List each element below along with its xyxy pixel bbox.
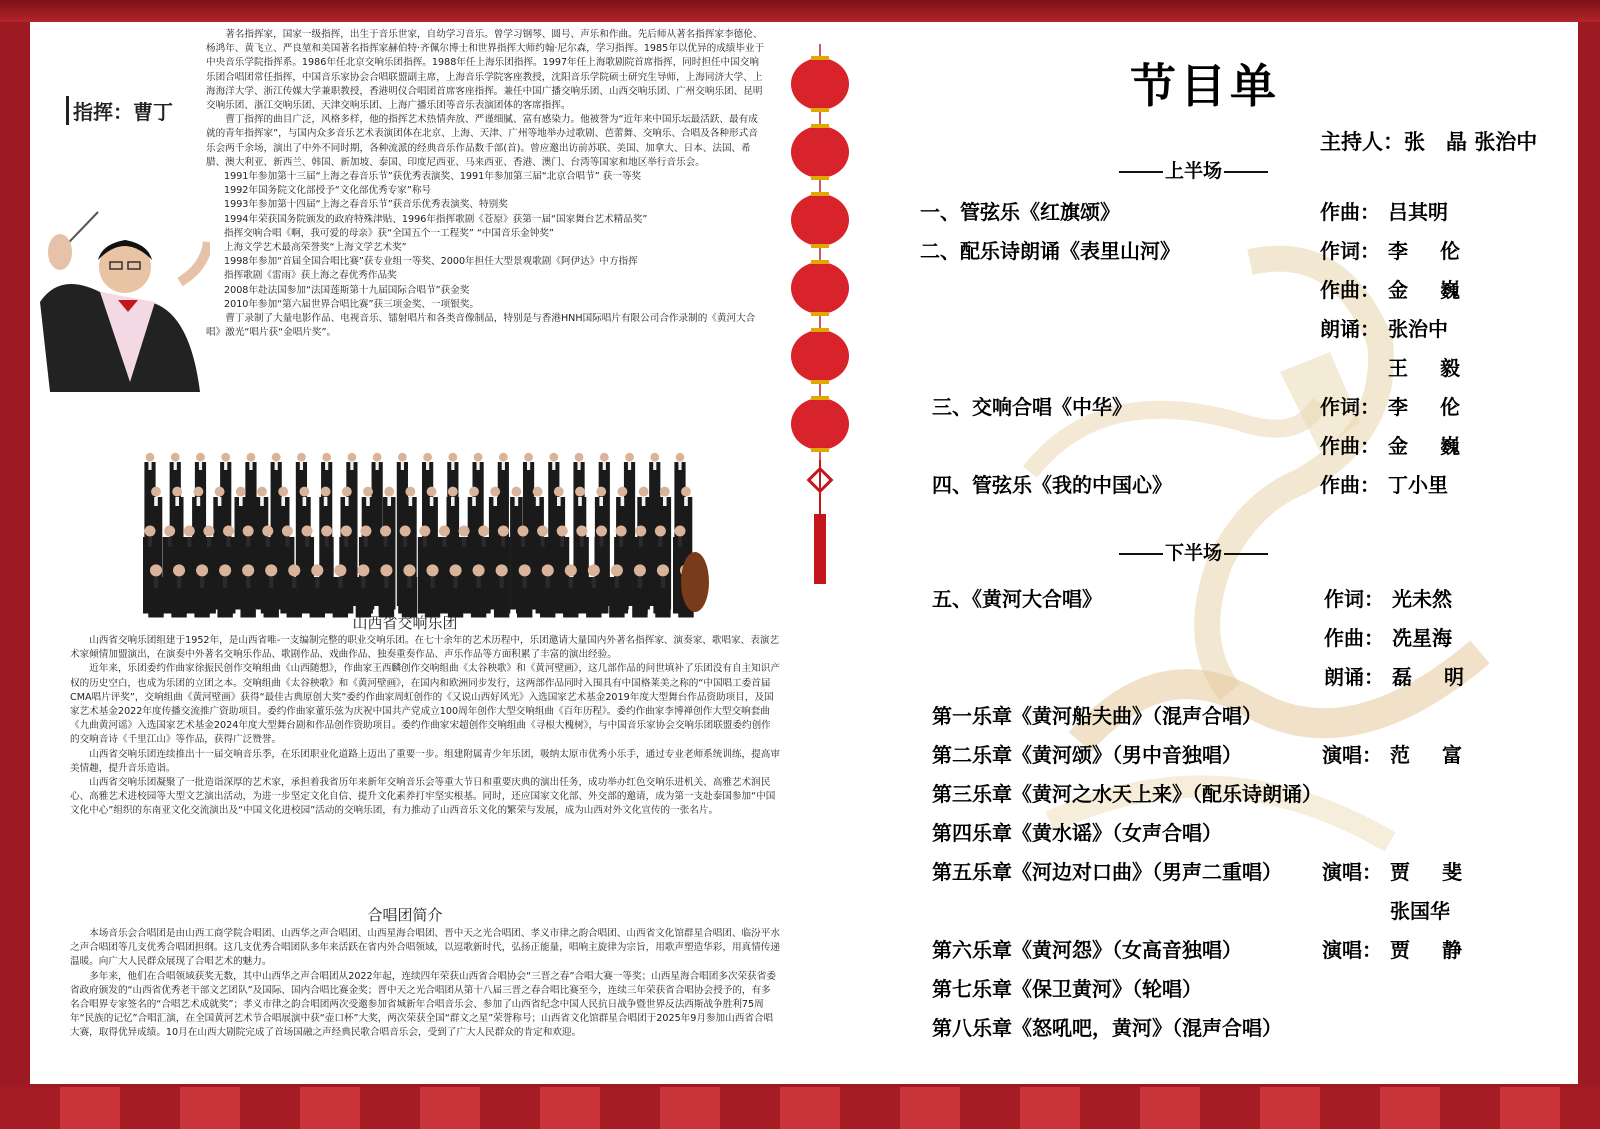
first-half-label: 上半场 <box>1165 160 1223 182</box>
credit-role: 作曲： <box>1320 278 1380 302</box>
credit-role: 作词： <box>1320 395 1380 419</box>
hosts-line <box>1320 126 1537 156</box>
program-item: 一、管弦乐《红旗颂》 <box>920 200 1120 224</box>
bottom-border <box>0 1087 1600 1129</box>
credit-line <box>1324 622 1452 651</box>
credit-name: 王毅 <box>1388 356 1460 380</box>
credit-name: 吕其明 <box>1388 200 1448 224</box>
program-item: 五、《黄河大合唱》 <box>932 587 1102 611</box>
orchestra-paragraph: 近年来，乐团委约作曲家徐振民创作交响组曲《山西随想》，作曲家王西麟创作交响组曲《太谷秧歌》和《黄河壁画》，这几部作品的问世填补了乐团没有自主知识产权的历史空白，也成为乐团的立团之本。交响组曲《太谷秧歌》和《黄河壁画》，在国内和欧洲同步发行，这两部作品同时入围具有中国格莱美之称的“中国唱工委首届CMA唱片评奖”，交响组曲《黄河壁画》获得“最佳古典原创大奖”委约作曲家周虹创作的《又说山西好风光》入选国家艺术基金2019年度大型舞台作品资助项目，及国家艺术基金2022年度传播交流推广资助项目。委约作曲家董乐弦为庆祝中国共产党成立100周年创作大型交响组曲《百年历程》。委约作曲家李博禅创作大型交响套曲《九曲黄河谣》入选国家艺术基金2024年度大型舞台剧和作品创作资助项目。委约作曲家宋超创作交响组曲《寻根大槐树》，与中国音乐家协会交响乐团联盟委约创作的交响音诗《千里江山》等作品，获得广泛赞誉。 <box>70 663 780 746</box>
program-item: 第六乐章《黄河怨》（女高音独唱） <box>932 938 1242 962</box>
credit-role: 朗诵： <box>1320 317 1380 341</box>
orchestra-intro <box>70 634 780 819</box>
credit-name: 张治中 <box>1388 317 1448 341</box>
lantern-icon <box>791 124 849 180</box>
musician-figure <box>425 564 440 617</box>
conductor-bio-2: 曹丁指挥的曲目广泛，风格多样，他的指挥艺术热情奔放、严谨细腻、富有感染力。他被誉为“近年来中国乐坛最活跃、最有成就的青年指挥家”，与国内众多音乐艺术表演团体在北京、上海、天津、广州等地举办过歌剧、芭蕾舞、交响乐、合唱及各种形式音乐会两千余场，演出了中外不同时期，各种流派的经典音乐作品数千部(首)。曾应邀出访前苏联、美国、加拿大、日本、法国、希腊、澳大利亚、新西兰、韩国、新加坡、泰国、印度尼西亚、马来西亚、香港、澳门、台湾等国家和地区举行音乐会。 <box>206 114 758 168</box>
conductor-bio-3: 曹丁录制了大量电影作品、电视音乐、镭射唱片和各类音像制品，特别是与香港HNH国际唱片有限公司合作录制的《黄河大合唱》激光“唱片获“金唱片奖”。 <box>206 313 756 339</box>
lantern-string <box>785 44 855 604</box>
hosts-label: 主持人： <box>1320 129 1404 154</box>
program-item: 第五乐章《河边对口曲》（男声二重唱） <box>932 860 1282 884</box>
musician-figure <box>148 564 163 617</box>
program-sheet <box>30 22 1578 1084</box>
choir-paragraph: 多年来，他们在合唱领域获奖无数，其中山西华之声合唱团从2022年起，连续四年荣获山西省合唱协会“三晋之春”合唱大赛一等奖；山西星海合唱团多次荣获省委省政府颁发的“山西省优秀老干部文艺团队”及国际、国内合唱比赛金奖；晋中天之光合唱团从第十八届三晋之春合唱比赛至今，连续三年荣获省合唱协会授予的，有多名合唱界专家签名的“合唱艺术成就奖”；孝义市律之韵合唱团两次受邀参加省城新年合唱音乐会、参加了山西省纪念中国人民抗日战争暨世界反法西斯战争胜利75周年“民族的记忆”合唱汇演，在全国黄河艺术节合唱展演中获“壶口杯”大奖，两次荣获全国“群文之星”荣誉称号；山西省文化馆群星合唱团于2025年9月参加山西省合唱大赛，取得优异成绩。10月在山西大剧院完成了首场国融之声经典民歌合唱音乐会，受到了广大人民群众的肯定和欢迎。 <box>70 970 776 1039</box>
musician-figure <box>287 564 302 617</box>
musician-figure <box>333 564 348 617</box>
musician-figure <box>310 564 325 617</box>
credit-role: 朗诵： <box>1324 665 1384 689</box>
lantern-icon <box>791 396 849 452</box>
musician-figure <box>471 564 486 617</box>
credit-line <box>1320 391 1460 420</box>
program-item: 第一乐章《黄河船夫曲》（混声合唱） <box>932 704 1262 728</box>
program-item: 第三乐章《黄河之水天上来》（配乐诗朗诵） <box>932 782 1322 806</box>
credit-role: 演唱： <box>1322 743 1382 767</box>
orchestra-photo <box>110 417 720 622</box>
credit-role: 演唱： <box>1322 860 1382 884</box>
first-half-heading <box>1117 156 1270 183</box>
lantern-icon <box>791 192 849 248</box>
orchestra-paragraph: 山西省交响乐团组建于1952年，是山西省唯-一支编制完整的职业交响乐团。在七十余年的艺术历程中，乐团邀请大量国内外著名指挥家、演奏家、歌唱家、表演艺术家倾情加盟演出，在演奏中外著名交响乐作品、歌剧作品、戏曲作品、独奏重奏作品、声乐作品等方面积累了丰富的演出经验。 <box>70 635 780 661</box>
lantern-icon <box>791 328 849 384</box>
program-item: 第四乐章《黄水谣》（女声合唱） <box>932 821 1222 845</box>
credit-name: 磊明 <box>1392 665 1464 689</box>
credit-line <box>1320 196 1448 225</box>
second-half-label: 下半场 <box>1165 542 1223 564</box>
musician-figure <box>563 564 578 617</box>
choir-intro <box>70 927 780 1041</box>
award-item: 1991年参加第十三届“上海之春音乐节”获优秀表演奖、1991年参加第三届“北京合唱节” 获一等奖 <box>224 171 642 183</box>
musician-figure <box>609 564 624 617</box>
credit-line <box>1320 313 1448 342</box>
credit-line <box>1320 469 1448 498</box>
award-item: 2010年参加“第六届世界合唱比赛”获三项金奖、一项银奖。 <box>224 298 480 310</box>
credit-name: 金巍 <box>1388 434 1460 458</box>
musician-figure <box>655 564 670 617</box>
musician-figure <box>171 564 186 617</box>
musician-figure <box>379 564 394 617</box>
credit-line <box>1320 352 1460 381</box>
musician-figure <box>586 564 601 617</box>
musician-figure <box>632 564 647 617</box>
conductor-bio-1: 著名指挥家，国家一级指挥，出生于音乐世家，自幼学习音乐。曾学习钢琴、圆号、声乐和作曲。先后师从著名指挥家李德伦、杨鸿年、黄飞立、严良堃和美国著名指挥家赫伯特·齐佩尔博士和世界指挥大师约翰·尼尔森，学习指挥。1985年以优异的成绩毕业于中央音乐学院指挥系。1986年任北京交响乐团指挥。1988年任上海乐团指挥。1997年任上海歌剧院首席指挥，同时担任中国交响乐团合唱团常任指挥，中国音乐家协会合唱联盟副主席，上海音乐学院客座教授，沈阳音乐学院硕士研究生导师，上海同济大学、上海海洋大学、浙江传媒大学兼职教授，香港明仪合唱团首席客座指挥。兼任中国广播交响乐团、山西交响乐团、广州交响乐团、昆明交响乐团、浙江交响乐团、天津交响乐团、上海广播乐团等音乐表演团体的客席指挥。 <box>206 29 765 112</box>
program-page <box>860 22 1578 1084</box>
musician-figure <box>402 564 417 617</box>
credit-line <box>1322 895 1450 924</box>
musician-figure <box>356 564 371 617</box>
program-item: 三、交响合唱《中华》 <box>932 395 1132 419</box>
credit-line <box>1324 583 1452 612</box>
host-name: 张治中 <box>1474 129 1538 154</box>
credit-role: 作曲： <box>1320 434 1380 458</box>
musician-figure <box>494 564 509 617</box>
musician-figure <box>194 564 209 617</box>
credit-role: 演唱： <box>1322 938 1382 962</box>
program-item: 四、管弦乐《我的中国心》 <box>932 473 1172 497</box>
lantern-icon <box>791 56 849 112</box>
credit-line <box>1324 661 1464 690</box>
award-item: 2008年赴法国参加“法国莲斯第十九届国际合唱节”获金奖 <box>224 284 470 296</box>
credit-role: 作曲： <box>1320 200 1380 224</box>
conductor-label: 指挥：曹丁 <box>66 96 173 125</box>
left-page <box>30 22 780 1084</box>
choir-title: 合唱团简介 <box>367 906 443 924</box>
credit-name: 贾静 <box>1390 938 1462 962</box>
credit-name: 张国华 <box>1390 899 1450 923</box>
host-name: 张 晶 <box>1404 129 1467 154</box>
credit-name: 冼星海 <box>1392 626 1452 650</box>
program-item: 第七乐章《保卫黄河》（轮唱） <box>932 977 1202 1001</box>
credit-name: 金巍 <box>1388 278 1460 302</box>
award-item: 1998年参加“首届全国合唱比赛”获专业组一等奖、2000年担任大型景观歌剧《阿伊达》中方指挥 <box>224 256 638 268</box>
musician-figure <box>240 564 255 617</box>
credit-line <box>1322 856 1462 885</box>
award-item: 上海文学艺术最高荣誉奖“上海文学艺术奖” <box>224 242 407 254</box>
award-item: 1993年参加第十四届“上海之春音乐节”获音乐优秀表演奖、特别奖 <box>224 199 508 211</box>
orchestra-paragraph: 山西省交响乐团连续推出十一届交响音乐季，在乐团职业化道路上迈出了重要一步。组建附属青少年乐团，吸纳太原市优秀小乐手，通过专业老师系统训练，提高审美情趣，提升音乐造诣。 <box>70 748 780 774</box>
program-item: 第二乐章《黄河颂》（男中音独唱） <box>932 743 1242 767</box>
musician-figure <box>540 564 555 617</box>
credit-line <box>1320 235 1460 264</box>
credit-line <box>1320 430 1460 459</box>
musician-figure <box>264 564 279 617</box>
musician-figure <box>448 564 463 617</box>
award-item: 1994年荣获国务院颁发的政府特殊津贴、1996年指挥歌剧《苍原》获第一届“国家舞台艺术精品奖” <box>224 213 648 225</box>
award-item: 1992年国务院文化部授予“文化部优秀专家”称号 <box>224 185 432 197</box>
tassel-icon <box>814 514 826 584</box>
credit-line <box>1322 739 1462 768</box>
credit-name: 李伦 <box>1388 239 1460 263</box>
credit-line <box>1320 274 1460 303</box>
credit-name: 丁小里 <box>1388 473 1448 497</box>
credit-name: 李伦 <box>1388 395 1460 419</box>
top-border <box>0 0 1600 22</box>
double-bass-icon <box>681 552 709 612</box>
credit-role: 作词： <box>1320 239 1380 263</box>
award-item: 指挥歌剧《雷雨》获上海之春优秀作品奖 <box>224 270 397 282</box>
credit-name: 范富 <box>1390 743 1462 767</box>
orchestra-title: 山西省交响乐团 <box>352 614 458 632</box>
orchestra-paragraph: 山西省交响乐团凝聚了一批造诣深厚的艺术家，承担着我省历年来新年交响音乐会等重大节日和重要庆典的演出任务，成功举办红色交响乐进机关、高雅艺术润民心、高雅艺术进校园等大型文艺演出活动，为进一步坚定文化自信、提升文化素养打牢坚实根基。同时，还应国家文化部、外交部的邀请，成为第一支赴泰国参加“中国文化中心”组织的东南亚文化交流演出及“中国文化进校园”活动的交响乐团，有力推动了山西音乐文化的繁荣与发展，成为山西对外文化宣传的一张名片。 <box>70 777 776 817</box>
credit-role: 作词： <box>1324 587 1384 611</box>
conductor-photo <box>30 182 210 392</box>
credit-name: 贾斐 <box>1390 860 1462 884</box>
credit-name: 光未然 <box>1392 587 1452 611</box>
musician-figure <box>217 564 232 617</box>
credit-role: 作曲： <box>1324 626 1384 650</box>
credit-line <box>1322 934 1462 963</box>
choir-paragraph: 本场音乐会合唱团是由山西工商学院合唱团、山西华之声合唱团、山西星海合唱团、晋中天之光合唱团、孝义市律之韵合唱团、山西省文化馆群星合唱团、临汾平水之声合唱团等几支优秀合唱团担纲。这几支优秀合唱团队多年来活跃在省内外合唱领域，以逗歌新时代，弘扬正能量，唱响主旋律为宗旨，用歌声塑造华彩，用真情传递温暖。向广大人民群众展现了合唱艺术的魅力。 <box>70 928 780 968</box>
award-item: 指挥交响合唱《啊，我可爱的母亲》获“全国五个一工程奖” “中国音乐金钟奖” <box>224 227 554 239</box>
program-item: 第八乐章《怒吼吧，黄河》（混声合唱） <box>932 1016 1282 1040</box>
conductor-bio <box>206 28 766 340</box>
musician-figure <box>517 564 532 617</box>
lantern-icon <box>791 260 849 316</box>
program-item: 二、配乐诗朗诵《表里山河》 <box>920 239 1180 263</box>
credit-role: 作曲： <box>1320 473 1380 497</box>
program-title: 节目单 <box>1130 59 1280 113</box>
second-half-heading <box>1117 538 1270 565</box>
